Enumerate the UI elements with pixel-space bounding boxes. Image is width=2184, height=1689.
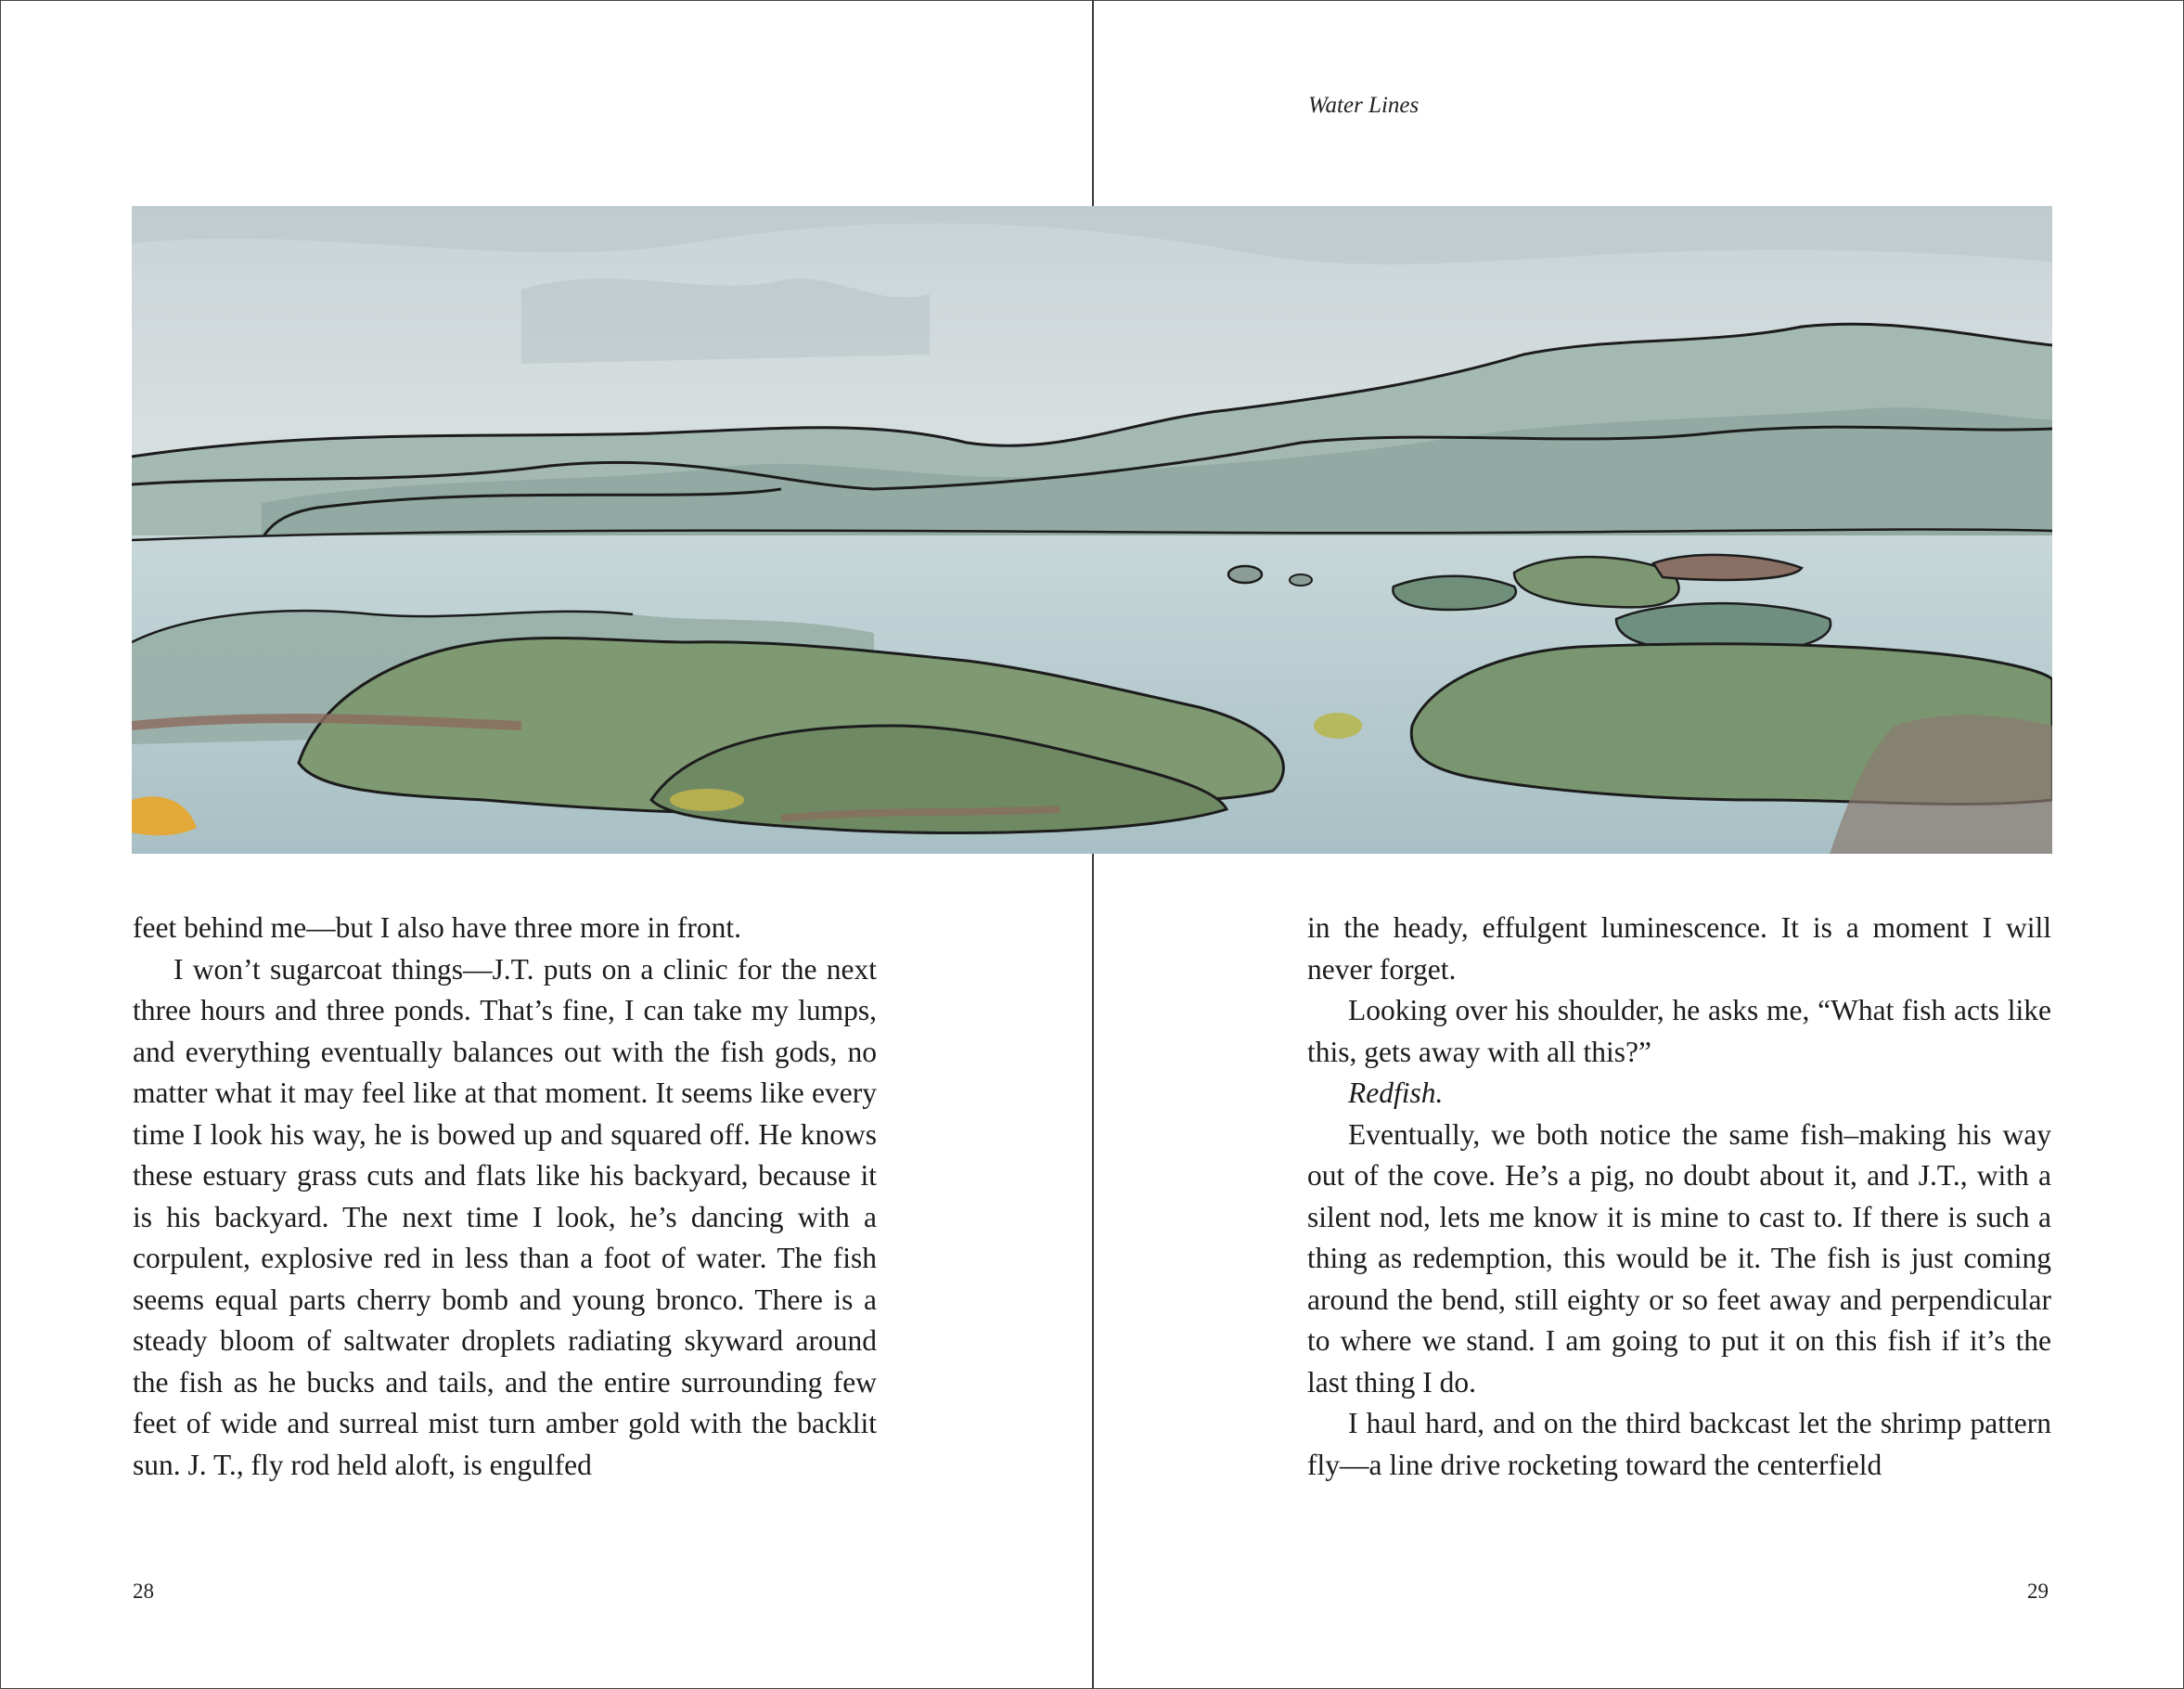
- paragraph: Looking over his shoulder, he asks me, “What fish acts like this, gets away with all this?”: [1307, 994, 2051, 1068]
- paragraph: I won’t sugarcoat things—J.T. puts on a clinic for the next three hours and three ponds. That’s fine, I can take my lumps, and everything eventually balances out with the fish gods, no matter what it may feel like at that moment. It seems like every time I look his way, he is bowed up and squared off. He knows these estuary grass cuts and flats like his backyard, because it is his backyard. The next time I look, he’s dancing with a corpulent, explosive red in less than a foot of water. The fish seems equal parts cherry bomb and young bronco. There is a steady bloom of saltwater droplets radiating skyward around the fish as he bucks and tails, and the entire surrounding few feet of wide and surreal mist turn amber gold with the backlit sun. J. T., fly rod held aloft, is engulfed: [133, 952, 877, 1481]
- running-head: Water Lines: [1308, 93, 1420, 118]
- island-small: [1393, 576, 1516, 610]
- page-number-left: 28: [133, 1579, 154, 1603]
- paragraph: feet behind me—but I also have three more in front.: [133, 911, 742, 944]
- sunlit-grass: [670, 789, 744, 811]
- watercolor-illustration: [132, 206, 2052, 854]
- islet-2: [1290, 574, 1312, 586]
- illustration-svg: [132, 206, 2052, 854]
- paragraph: Eventually, we both notice the same fish–making his way out of the cove. He’s a pig, no doubt about it, and J.T., with a silent nod, lets me know it is mine to cast to. If there is such a thing as redemption, this would be it. The fish is just coming around the bend, still eighty or so feet away and perpendicular to where we stand. I am going to put it on this fish if it’s the last thing I do.: [1307, 1117, 2051, 1399]
- page-number-right: 29: [2027, 1579, 2049, 1603]
- paragraph-italic: Redfish.: [1348, 1077, 1444, 1109]
- paragraph: in the heady, effulgent luminescence. It is a moment I will never forget.: [1307, 911, 2051, 986]
- islet: [1228, 566, 1262, 583]
- left-page-text: [133, 908, 877, 1486]
- sunlit-grass-2: [1314, 713, 1362, 739]
- right-page-text: [1307, 908, 2051, 1486]
- paragraph: I haul hard, and on the third backcast let the shrimp pattern fly—a line drive rocketing toward the centerfield: [1307, 1407, 2051, 1481]
